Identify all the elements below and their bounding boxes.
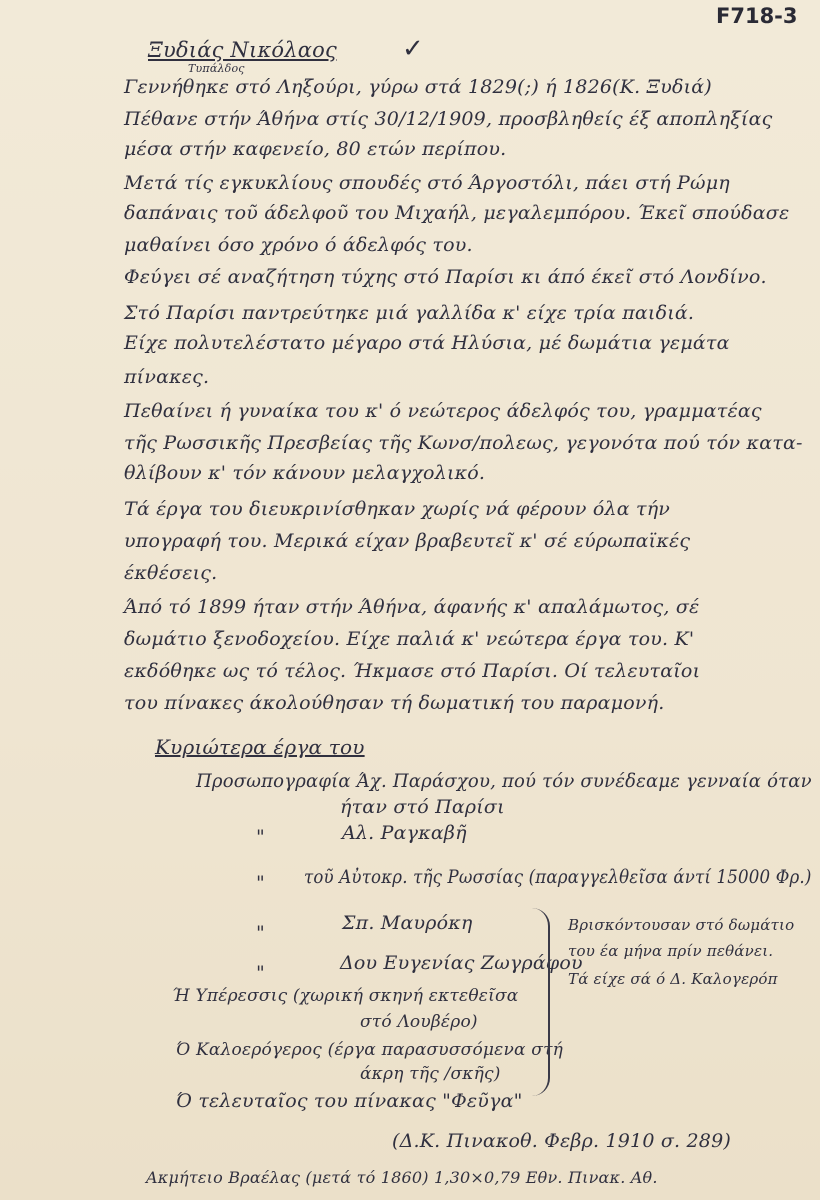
text-line: Γεννήθηκε στό Ληξούρι, γύρω στά 1829(;) ή 1826(Κ. Ξυδιά) [124,76,712,98]
interlinear-note: Τυπάλδος [188,62,245,75]
ditto-mark: " [256,922,265,944]
work-line: τοῦ Αὐτοκρ. τῆς Ρωσσίας (παραγγελθεῖσα άντί 15000 Φρ.) [304,866,812,888]
catalog-reference: F718-3 [716,4,798,28]
work-line: Ή Υπέρεσσις (χωρική σκηνή εκτεθεῖσα [172,986,519,1006]
work-line: Σπ. Μαυρόκη [342,912,473,934]
citation: (Δ.Κ. Πινακοθ. Φεβρ. 1910 σ. 289) [392,1130,731,1152]
ditto-mark: " [256,872,265,894]
text-line: τῆς Ρωσσικῆς Πρεσβείας τῆς Κωνσ/πολεως, γεγονότα πού τόν κατα- [124,432,803,454]
text-line: πίνακες. [124,366,210,388]
work-line: Αλ. Ραγκαβῆ [342,822,467,844]
grouping-bracket [532,908,550,1096]
footer-note: Ακμήτειο Βραέλας (μετά τό 1860) 1,30×0,79 Εθν. Πινακ. Αθ. [146,1168,658,1187]
text-line: υπογραφή του. Μερικά είχαν βραβευτεῖ κ' σέ εύρωπαϊκές [124,530,691,552]
work-line: Ό Καλοερόγερος (έργα παρασυσσόμενα στή [176,1040,564,1060]
text-line: Φεύγει σέ αναζήτηση τύχης στό Παρίσι κι άπό έκεῖ στό Λονδίνο. [124,266,767,288]
text-line: δωμάτιο ξενοδοχείου. Είχε παλιά κ' νεώτερα έργα του. Κ' [124,628,695,650]
work-line: στό Λουβέρο) [360,1012,478,1032]
text-line: θλίβουν κ' τόν κάνουν μελαγχολικό. [124,462,486,484]
work-line: άκρη τῆς /σκῆς) [360,1064,501,1084]
text-line: Πεθαίνει ή γυναίκα του κ' ό νεώτερος άδελφός του, γραμματέας [124,400,762,422]
side-note-line: του έα μήνα πρίν πεθάνει. [568,942,774,960]
ditto-mark: " [256,962,265,984]
text-line: δαπάναις τοῦ άδελφοῦ του Μιχαήλ, μεγαλεμπόρου. Έκεῖ σπούδασε [124,202,790,224]
work-line: Προσωπογραφία Άχ. Παράσχου, πού τόν συνέδεαμε γενναία όταν [196,770,812,792]
text-line: εκδόθηκε ως τό τέλος. Ήκμασε στό Παρίσι. Οί τελευταῖοι [124,660,701,682]
text-line: Στό Παρίσι παντρεύτηκε μιά γαλλίδα κ' είχε τρία παιδιά. [124,302,695,324]
work-line: Δου Ευγενίας Ζωγράφου [340,952,583,974]
text-line: έκθέσεις. [124,562,218,584]
text-line: Πέθανε στήν Άθήνα στίς 30/12/1909, προσβληθείς έξ αποπληξίας [124,108,773,130]
side-note-line: Βρισκόντουσαν στό δωμάτιο [568,916,795,934]
work-line: ήταν στό Παρίσι [340,796,505,818]
text-line: μέσα στήν καφενείο, 80 ετών περίπου. [124,138,507,160]
text-line: Άπό τό 1899 ήταν στήν Άθήνα, άφανής κ' απαλάμωτος, σέ [124,596,700,618]
side-note-line: Τά είχε σά ό Δ. Καλογερόπ [568,970,778,988]
text-line: μαθαίνει όσο χρόνο ό άδελφός του. [124,234,473,256]
text-line: Τά έργα του διευκρινίσθηκαν χωρίς νά φέρουν όλα τήν [124,498,671,520]
work-line: Ό τελευταῖος του πίνακας "Φεῦγα" [176,1090,523,1112]
section-heading: Κυριώτερα έργα του [155,735,365,759]
text-line: Μετά τίς εγκυκλίους σπουδές στό Άργοστόλι, πάει στή Ρώμη [124,172,730,194]
text-line: του πίνακες άκολούθησαν τή δωματική του παραμονή. [124,692,665,714]
check-mark-icon: ✓ [402,34,424,64]
text-line: Είχε πολυτελέστατο μέγαρο στά Ηλύσια, μέ δωμάτια γεμάτα [124,332,730,354]
document-title: Ξυδιάς Νικόλαος [148,38,337,62]
ditto-mark: " [256,826,265,848]
